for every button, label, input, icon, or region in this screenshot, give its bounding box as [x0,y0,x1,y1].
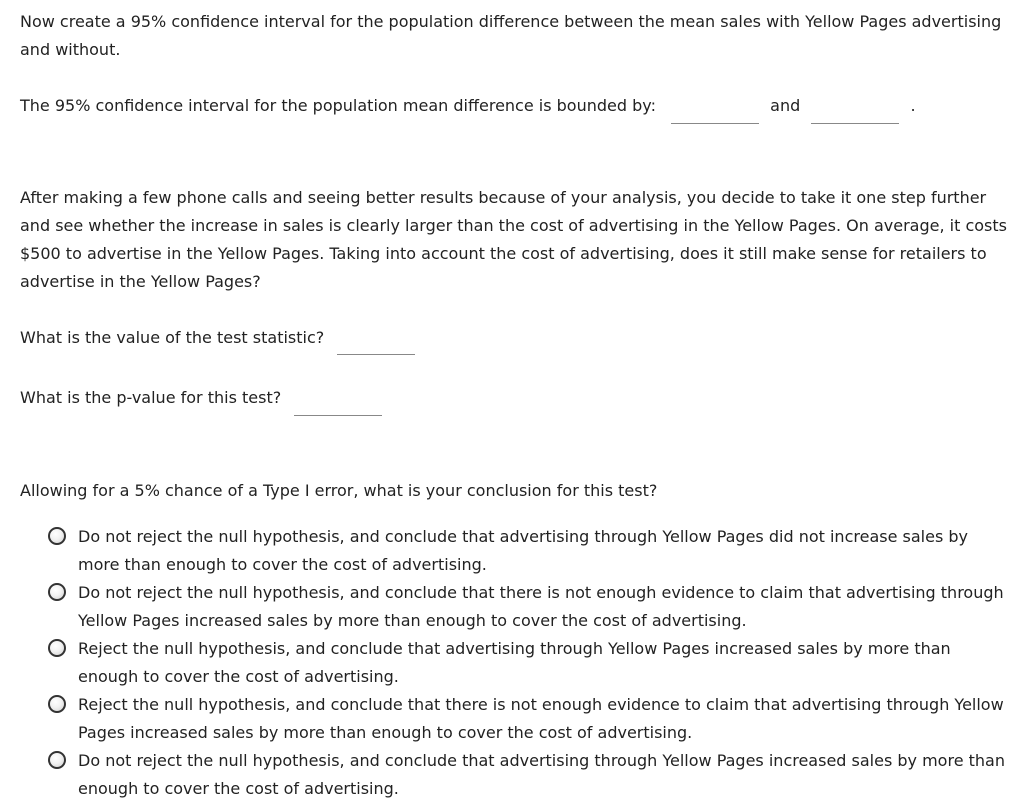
conclusion-option-label: Do not reject the null hypothesis, and conclude that advertising through Yellow Pages did not increase sales by more than enough to cover the cost of advertising. [78,526,968,574]
ci-question-line [20,92,1010,124]
conclusion-option-label: Reject the null hypothesis, and conclude that there is not enough evidence to claim that advertising through Yellow Pages increased sales by more than enough to cover the cost of advertising. [78,694,1004,742]
conclusion-option[interactable] [48,691,1010,747]
radio-button-icon[interactable] [48,695,66,713]
followup-paragraph: After making a few phone calls and seeing better results because of your analysis, you decide to take it one step further and see whether the increase in sales is clearly larger than the cost of advertising in the Yellow Pages. On average, it costs $500 to advertise in the Yellow Pages. Taking into account the cost of advertising, does it still make sense for retailers to advertise in the Yellow Pages? [20,187,1007,291]
p-value-line [20,384,1010,416]
conclusion-option-label: Reject the null hypothesis, and conclude that advertising through Yellow Pages increased sales by more than enough to cover the cost of advertising. [78,638,951,686]
radio-button-icon[interactable] [48,527,66,545]
p-value-question: What is the p-value for this test? [20,388,282,407]
ci-intro-text: Now create a 95% confidence interval for the population difference between the mean sales with Yellow Pages advertising and without. [20,12,1002,59]
ci-lower-bound-input[interactable] [671,103,759,124]
radio-button-icon[interactable] [48,751,66,769]
conclusion-option-label: Do not reject the null hypothesis, and conclude that advertising through Yellow Pages increased sales by more than enough to cover the cost of advertising. [78,750,1005,798]
radio-button-icon[interactable] [48,583,66,601]
conclusion-option[interactable] [48,635,1010,691]
test-statistic-line [20,324,1010,356]
test-statistic-question: What is the value of the test statistic? [20,327,325,347]
radio-button-icon[interactable] [48,639,66,657]
ci-and-text: and [770,96,801,115]
ci-upper-bound-input[interactable] [811,103,899,124]
question-page [20,8,1010,803]
ci-period: . [910,96,916,115]
conclusion-option[interactable] [48,523,1010,579]
ci-question-text: The 95% confidence interval for the population mean difference is bounded by: [20,96,656,115]
p-value-input[interactable] [294,395,382,416]
conclusion-question: Allowing for a 5% chance of a Type I error, what is your conclusion for this test? [20,480,658,500]
test-statistic-input[interactable] [337,334,415,355]
conclusion-option[interactable] [48,579,1010,635]
conclusion-option-label: Do not reject the null hypothesis, and conclude that there is not enough evidence to claim that advertising through Yellow Pages increased sales by more than enough to cover the cost of advertising. [78,582,1004,630]
conclusion-option[interactable] [48,747,1010,803]
conclusion-options [20,523,1010,803]
